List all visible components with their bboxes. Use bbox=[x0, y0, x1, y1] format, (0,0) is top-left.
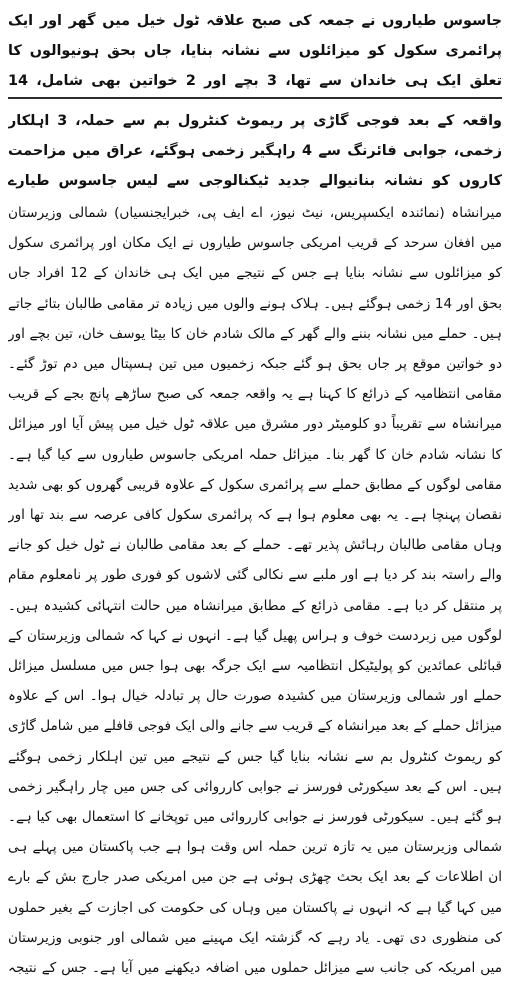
divider-line bbox=[8, 97, 502, 99]
headline-secondary: واقعہ کے بعد فوجی گاڑی پر ریموٹ کنٹرول بم سے حملہ، 3 اہلکار زخمی، جوابی فائرنگ سے 4 راہگیر زخمی ہوگئے، عراق میں مزاحمت کاروں کو نشانہ بنانیوالے جدید ٹیکنالوجی سے لیس جاسوس طیارے bbox=[8, 113, 502, 189]
article-body: میرانشاہ (نمائندہ ایکسپریس، نیٹ نیوز، اے ایف پی، خبرایجنسیاں) شمالی وزیرستان میں افغان سرحد کے قریب امریکی جاسوس طیاروں نے ایک مکان اور پرائمری سکول کو میزائلوں سے نشانہ بنایا ہے جس کے نتیجے میں ایک ہی خاندان کے 12 افراد جاں بحق اور 14 زخمی ہوگئے ہیں۔ ہلاک ہونے والوں میں زیادہ تر مقامی طالبان بتائے جاتے ہیں۔ حملے میں نشانہ بننے والے گھر کے مالک شادم خان کا بیٹا یوسف خان، تین بچے اور دو خواتین موقع پر جاں بحق ہو گئے جبکہ زخمیوں میں تین ہسپتال میں دم توڑ گئے۔ مقامی انتظامیہ کے ذرائع کا کہنا ہے یہ واقعہ جمعہ کی صبح ساڑھے پانچ بجے کے قریب میرانشاہ سے تقریباً دو کلومیٹر دور مشرق میں علاقہ ٹول خیل میں پیش آیا اور میزائل کا نشانہ شادم خان کا گھر بنا۔ میزائل حملہ امریکی جاسوس طیاروں سے کیا گیا ہے۔ مقامی لوگوں کے مطابق حملے سے پرائمری سکول کے علاوہ قریبی گھروں کو بھی شدید نقصان پہنچا ہے۔ یہ بھی معلوم ہوا ہے کہ پرائمری سکول کافی عرصہ سے بند تھا اور وہاں مقامی طالبان رہائش پذیر تھے۔ حملے کے بعد مقامی طالبان نے ٹول خیل کو جانے والے راستہ بند کر دیا ہے اور ملبے سے نکالی گئی لاشوں کو فوری طور پر نامعلوم مقام پر منتقل کر دیا ہے۔ مقامی ذرائع کے مطابق میرانشاہ میں حالت انتہائی کشیدہ ہیں۔ لوگوں میں زبردست خوف و ہراس پھیل گیا ہے۔ انہوں نے کہا کہ شمالی وزیرستان کے قبائلی عمائدین کو پولیٹیکل انتظامیہ سے ایک جرگہ بھی ہوا جس میں مسلسل میزائل حملے اور شمالی وزیرستان میں کشیدہ صورت حال پر تبادلہ خیال ہوا۔ اس کے علاوہ میزائل حملے کے بعد میرانشاہ کے قریب سے جانے والی ایک فوجی قافلے میں شامل گاڑی کو ریموٹ کنٹرول بم سے نشانہ بنایا گیا جس کے نتیجے میں تین اہلکار زخمی ہوگئے ہیں۔ اس کے بعد سیکورٹی فورسز نے جوابی کارروائی کی جس میں چار راہگیر زخمی ہو گئے ہیں۔ سیکورٹی فورسز نے جوابی کارروائی میں توپخانے کا استعمال بھی کیا ہے۔ شمالی وزیرستان میں یہ تازہ ترین حملہ اس وقت ہوا ہے جب پاکستان میں پہلے ہی ان اطلاعات کے بعد ایک بحث چھڑی ہوئی ہے جن میں امریکی صدر جارج بش کے بارے میں کہا گیا ہے کہ انہوں نے پاکستان میں وہاں کی حکومت کی اجازت کے بغیر حملوں کی منظوری دی تھی۔ یاد رہے کہ گزشتہ ایک مہینے میں شمالی اور جنوبی وزیرستان میں امریکہ کی جانب سے میزائل حملوں میں اضافہ دیکھنے میں آیا ہے۔ جس کے نتیجہ bbox=[8, 205, 502, 977]
headline-primary: جاسوس طیاروں نے جمعہ کی صبح علاقہ ٹول خیل میں گھر اور ایک پرائمری سکول کو میزائلوں سے نشانہ بنایا، جاں بحق ہونیوالوں کا تعلق ایک ہی خاندان سے تھا، 3 بچے اور 2 خواتین بھی شامل، 14 bbox=[8, 13, 502, 89]
